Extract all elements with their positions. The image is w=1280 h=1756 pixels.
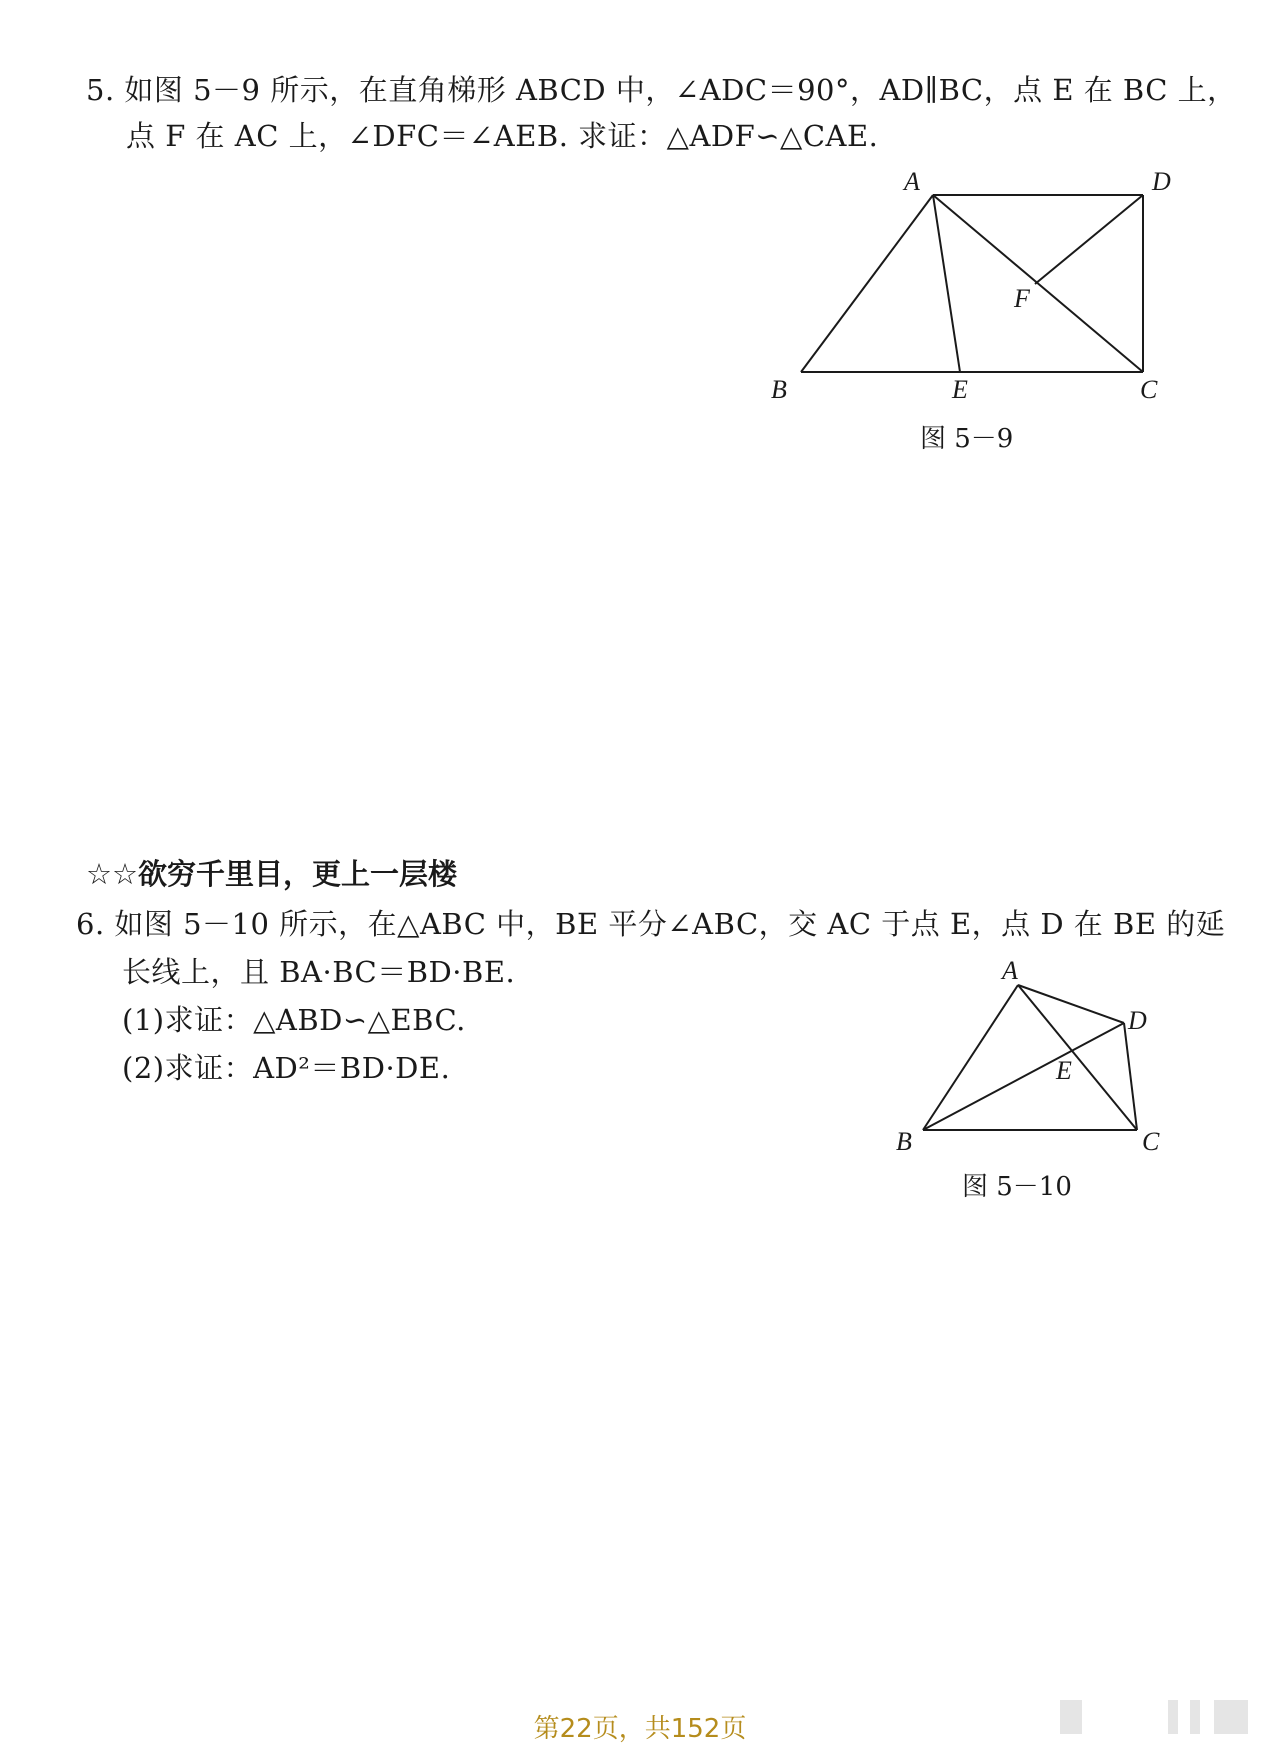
fig510-label-C: C bbox=[1142, 1127, 1160, 1155]
fig59-segment-AB bbox=[801, 195, 933, 372]
scan-mark bbox=[1168, 1700, 1178, 1734]
fig59-label-C: C bbox=[1140, 375, 1158, 400]
fig59-label-B: B bbox=[771, 375, 787, 400]
scan-mark bbox=[1060, 1700, 1082, 1734]
fig59-segment-DF bbox=[1035, 195, 1143, 284]
scan-mark bbox=[1190, 1700, 1200, 1734]
problem5-line1: 5. 如图 5－9 所示，在直角梯形 ABCD 中，∠ADC＝90°，AD∥BC，点 E 在 BC 上， bbox=[86, 73, 1237, 107]
fig510-label-B: B bbox=[896, 1127, 912, 1155]
fig510-label-E: E bbox=[1056, 1056, 1072, 1085]
fig510-label-D: D bbox=[1128, 1006, 1147, 1035]
problem6-part1: (1)求证：△ABD∽△EBC. bbox=[122, 1003, 466, 1037]
page-indicator: 第22页，共152页 bbox=[533, 1714, 747, 1744]
fig510-segment-DC bbox=[1124, 1023, 1137, 1130]
fig59-label-D: D bbox=[1152, 170, 1171, 196]
fig510-caption: 图 5－10 bbox=[962, 1172, 1072, 1202]
problem6-part2: (2)求证：AD²＝BD·DE. bbox=[122, 1051, 451, 1085]
fig510-segment-AB bbox=[923, 985, 1018, 1130]
problem5-line2: 点 F 在 AC 上，∠DFC＝∠AEB. 求证：△ADF∽△CAE. bbox=[126, 119, 879, 153]
fig59-caption: 图 5－9 bbox=[920, 424, 1014, 454]
section-heading: ☆☆欲穷千里目，更上一层楼 bbox=[86, 857, 457, 891]
fig59-label-E: E bbox=[952, 375, 968, 400]
problem6-line2: 长线上，且 BA·BC＝BD·BE. bbox=[122, 955, 516, 989]
fig59-label-A: A bbox=[904, 170, 920, 196]
scan-mark bbox=[1214, 1700, 1248, 1734]
figure-5-10 bbox=[880, 955, 1180, 1155]
fig510-label-A: A bbox=[1002, 956, 1018, 985]
fig59-segment-AE bbox=[933, 195, 960, 372]
problem6-line1: 6. 如图 5－10 所示，在△ABC 中，BE 平分∠ABC，交 AC 于点 E，点 D 在 BE 的延 bbox=[76, 907, 1226, 941]
fig59-label-F: F bbox=[1014, 284, 1030, 313]
figure-5-9 bbox=[760, 170, 1180, 400]
